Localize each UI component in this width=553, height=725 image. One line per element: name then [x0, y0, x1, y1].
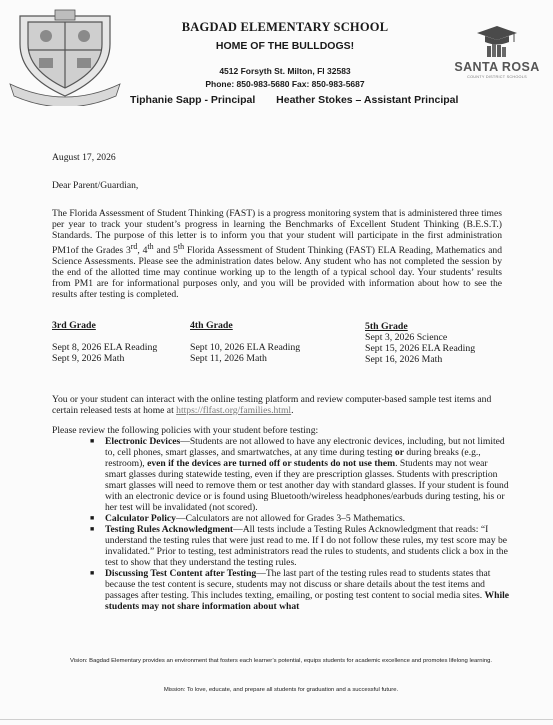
district-name: SANTA ROSA [454, 60, 540, 74]
schedule-grade-4 [190, 320, 300, 364]
policy-bold: or [394, 447, 404, 458]
graduation-cap-books-icon [473, 24, 521, 58]
policy-text: —Students are not allowed to have any electronic devices, including, but not limited to, cell phones, smart glasses, and smartwatches, at any time during testing [105, 436, 505, 458]
principals-line [130, 94, 458, 106]
school-address: 4512 Forsyth St. Milton, Fl 32583 [219, 66, 351, 76]
salutation: Dear Parent/Guardian, [52, 180, 139, 191]
vision-statement: Vision: Bagdad Elementary provides an environment that fosters each learner’s potential, equips students for academic excellence and promotes lifelong learning. [69, 658, 493, 664]
policy-title: Testing Rules Acknowledgment [105, 524, 234, 535]
policy-bold: even if the devices are turned off or students do not use them [147, 458, 396, 469]
school-name: BAGDAD ELEMENTARY SCHOOL [181, 20, 389, 34]
schedule-grade-3 [52, 320, 157, 364]
online-practice-paragraph [52, 394, 502, 416]
intro-paragraph [52, 208, 502, 300]
families-link[interactable]: https://flfast.org/families.html [176, 405, 292, 416]
letter-date: August 17, 2026 [52, 152, 116, 163]
intro-sup-rd: rd [130, 242, 138, 251]
district-subtitle: COUNTY DISTRICT SCHOOLS [467, 75, 527, 79]
policy-list [90, 436, 510, 612]
policy-item-discussing-content [90, 568, 510, 612]
policy-bold: While students may not share information about what [105, 590, 510, 612]
schedule-item: Sept 8, 2026 ELA Reading [52, 342, 158, 353]
schedule-item: Sept 9, 2026 Math [52, 353, 125, 364]
school-phone-fax: Phone: 850-983-5680 Fax: 850-983-5687 [205, 79, 365, 89]
policy-text: . Students may not wear smart glasses during statewide testing, even if they are prescription glasses. Students with prescription smart glasses will need to remove them or test another day with standard glasses. If your student is found with an electronic device or is found using Bluetooth/wireless headphones/earbuds during testing, his or her test will be invalidated (not scored). [105, 458, 509, 513]
school-info [150, 20, 420, 89]
policies-intro: Please review the following policies with your student before testing: [52, 425, 319, 436]
online-text: You or your student can interact with the online testing platform and review computer-based sample test items and certain released tests at home at [52, 394, 492, 416]
grade-heading: 4th Grade [190, 320, 233, 331]
intro-text-1: The Florida Assessment of Student Thinking (FAST) is a progress monitoring system that is administered three times per year to track your student’s progress in learning the Benchmarks of Excellent Student Thinking (B.E.S.T.) Standards. The purpose of this letter is to inform you that your student will participate in the first administration PM1of the Grades 3 [52, 208, 502, 257]
schedule-item: Sept 16, 2026 Math [365, 354, 443, 365]
policy-title: Electronic Devices [105, 436, 181, 447]
principal-name: Tiphanie Sapp - Principal [130, 94, 256, 106]
schedule-grade-5 [365, 321, 475, 365]
policy-text: —Calculators are not allowed for Grades 3–5 Mathematics. [175, 513, 406, 524]
intro-sup-th-5: th [177, 242, 185, 251]
school-crest-logo [6, 6, 124, 106]
mission-statement: Mission: To love, educate, and prepare all students for graduation and a successful future. [163, 687, 399, 693]
district-logo-block [449, 24, 545, 79]
policy-text: —All tests include a Testing Rules Acknowledgment that reads: “I understand the testing rules that were just read to me. If I do not follow these rules, my test score may be invalidated.” Prior to testing, test administrators read the rules to students, and students click a box in the test to show that they understand the testing rules. [105, 524, 508, 568]
intro-text-2: , 4 [137, 245, 148, 257]
policy-item-calculator [90, 513, 510, 524]
bottom-divider [0, 719, 553, 720]
bullet-icon: ■ [90, 525, 95, 533]
grade-heading: 5th Grade [365, 321, 408, 332]
schedule-item: Sept 15, 2026 ELA Reading [365, 343, 476, 354]
policy-item-electronic-devices [90, 436, 510, 513]
school-motto: HOME OF THE BULLDOGS! [215, 40, 355, 52]
intro-text-4: Florida Assessment of Student Thinking (FAST) ELA Reading, Mathematics and Science Assessments. Please see the administration dates below. Any student who has not completed the session by the end of the allotted time may continue working up to the length of a typical school day. Your students’ results from PM1 are for informational purposes only, and you will be provided with information about how to see the results after testing is completed. [52, 245, 502, 301]
schedule-item: Sept 11, 2026 Math [190, 353, 267, 364]
schedule-item: Sept 10, 2026 ELA Reading [190, 342, 301, 353]
policy-text: during breaks (e.g., restroom), [105, 447, 481, 469]
grade-heading: 3rd Grade [52, 320, 96, 331]
policy-title: Discussing Test Content after Testing [105, 568, 257, 579]
bullet-icon: ■ [90, 514, 95, 522]
policy-text: —The last part of the testing rules read to students states that because the test content is secure, students may not discuss or share details about the test items and passages after testing. This includes texting, emailing, or posting test content to social media sites. [105, 568, 491, 601]
policy-title: Calculator Policy [105, 513, 176, 524]
intro-text-3: and 5 [153, 245, 178, 257]
bullet-icon: ■ [90, 437, 95, 445]
assistant-principal-name: Heather Stokes – Assistant Principal [276, 94, 459, 106]
intro-sup-th-4: th [147, 242, 154, 251]
bullet-icon: ■ [90, 569, 95, 577]
schedule-item: Sept 3, 2026 Science [365, 332, 448, 343]
policy-item-testing-rules [90, 524, 510, 568]
online-end: . [291, 405, 294, 416]
